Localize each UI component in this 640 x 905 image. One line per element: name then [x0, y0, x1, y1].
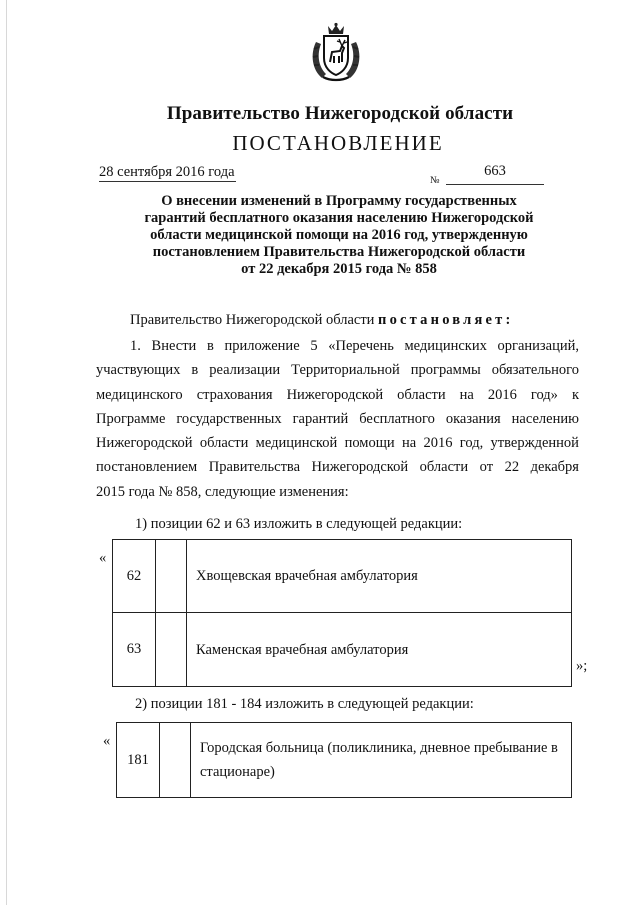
paragraph-line	[96, 358, 579, 382]
positions-table-1	[112, 539, 572, 687]
paragraph-word: 2015 года № 858, следующие изменения:	[96, 483, 349, 500]
paragraph-line	[96, 407, 579, 431]
close-quote-1: »;	[576, 658, 588, 674]
paragraph-word: участвующих	[96, 362, 181, 379]
table-row	[117, 723, 572, 798]
paragraph-line	[96, 431, 579, 455]
paragraph-word: области	[419, 459, 469, 476]
coat-of-arms-icon	[308, 22, 364, 82]
paragraph-word: на	[401, 435, 417, 452]
intro-lead: Правительство Нижегородской области	[130, 312, 375, 328]
organization-name-cell: Хвощевская врачебная амбулатория	[187, 540, 572, 613]
paragraph-word: реализации	[209, 362, 281, 379]
paragraph-word: к	[571, 386, 579, 403]
document-type: ПОСТАНОВЛЕНИЕ	[232, 131, 444, 155]
paragraph-word: приложение	[224, 338, 300, 354]
paragraph-word: в	[191, 362, 199, 379]
subsection-1-label: 1) позиции 62 и 63 изложить в следующей редакции:	[135, 516, 463, 532]
position-number: 181	[117, 723, 160, 798]
title-line: области медицинской помощи на 2016 год, утвержденную	[150, 227, 528, 243]
paragraph-word: от	[479, 459, 494, 476]
paragraph-word: в	[206, 338, 214, 354]
paragraph-word: Нижегородской	[96, 435, 193, 452]
paragraph-word: организаций,	[497, 338, 579, 354]
paragraph-line	[96, 480, 579, 504]
paragraph-word: программы	[410, 362, 481, 379]
paragraph-word: гарантий	[292, 410, 349, 427]
paragraph-word: медицинской	[255, 435, 338, 452]
paragraph-word: 1.	[130, 338, 141, 354]
empty-cell	[156, 613, 187, 687]
paragraph-word: Внести	[151, 338, 197, 354]
paragraph-word: медицинского	[96, 386, 183, 403]
main-paragraph	[96, 334, 579, 504]
organization-name-cell: Городская больница (поликлиника, дневное пребывание в стационаре)	[191, 723, 572, 798]
paragraph-word: год»	[530, 386, 558, 403]
paragraph-word: Нижегородской	[311, 459, 409, 476]
paragraph-word: декабря	[530, 459, 579, 476]
position-number: 63	[113, 613, 156, 687]
intro-line	[130, 312, 514, 329]
paragraph-word: «Перечень	[328, 338, 394, 354]
organization-name-cell: Каменская врачебная амбулатория	[187, 613, 572, 687]
number-label: №	[430, 175, 440, 186]
paragraph-word: бесплатного	[359, 410, 435, 427]
open-quote-2: «	[103, 733, 111, 749]
table-row	[113, 540, 572, 613]
empty-cell	[160, 723, 191, 798]
paragraph-word: обязательного	[491, 362, 579, 379]
paragraph-word: 5	[310, 338, 318, 354]
paragraph-word: государственных	[176, 410, 282, 427]
title-line: О внесении изменений в Программу государственных	[161, 193, 517, 209]
paragraph-word: страхования	[196, 386, 273, 403]
paragraph-word: 2016	[423, 435, 453, 452]
position-number: 62	[113, 540, 156, 613]
paragraph-word: 22	[504, 459, 520, 476]
paragraph-word: Нижегородской	[286, 386, 384, 403]
paragraph-word: 2016	[487, 386, 517, 403]
paragraph-word: Территориальной	[291, 362, 400, 379]
title-line: от 22 декабря 2015 года № 858	[241, 261, 437, 277]
paragraph-word: медицинских	[404, 338, 487, 354]
title-line: гарантий бесплатного оказания населению Нижегородской	[144, 210, 534, 226]
empty-cell	[156, 540, 187, 613]
table-row	[113, 613, 572, 687]
paragraph-word: на	[459, 386, 474, 403]
title-line: постановлением Правительства Нижегородской области	[152, 244, 526, 260]
document-number: 663	[446, 163, 544, 185]
paragraph-line	[96, 383, 579, 407]
paragraph-word: области	[199, 435, 249, 452]
paragraph-word: Программе	[96, 410, 166, 427]
positions-table-2	[116, 722, 572, 798]
subsection-2-label: 2) позиции 181 - 184 изложить в следующей редакции:	[135, 696, 474, 712]
open-quote-1: «	[99, 550, 107, 566]
paragraph-word: населению	[511, 410, 579, 427]
intro-verb: постановляет:	[378, 312, 514, 328]
paragraph-word: постановлением	[96, 459, 198, 476]
paragraph-line	[96, 334, 579, 358]
organization-name: Правительство Нижегородской области	[166, 103, 514, 124]
paragraph-word: утвержденной	[490, 435, 579, 452]
paragraph-word: оказания	[445, 410, 501, 427]
paragraph-line	[96, 455, 579, 479]
document-title	[100, 193, 578, 278]
paragraph-word: Правительства	[208, 459, 301, 476]
paragraph-word: области	[397, 386, 446, 403]
paragraph-word: год,	[459, 435, 484, 452]
document-date: 28 сентября 2016 года	[99, 164, 235, 180]
paragraph-word: помощи	[344, 435, 395, 452]
